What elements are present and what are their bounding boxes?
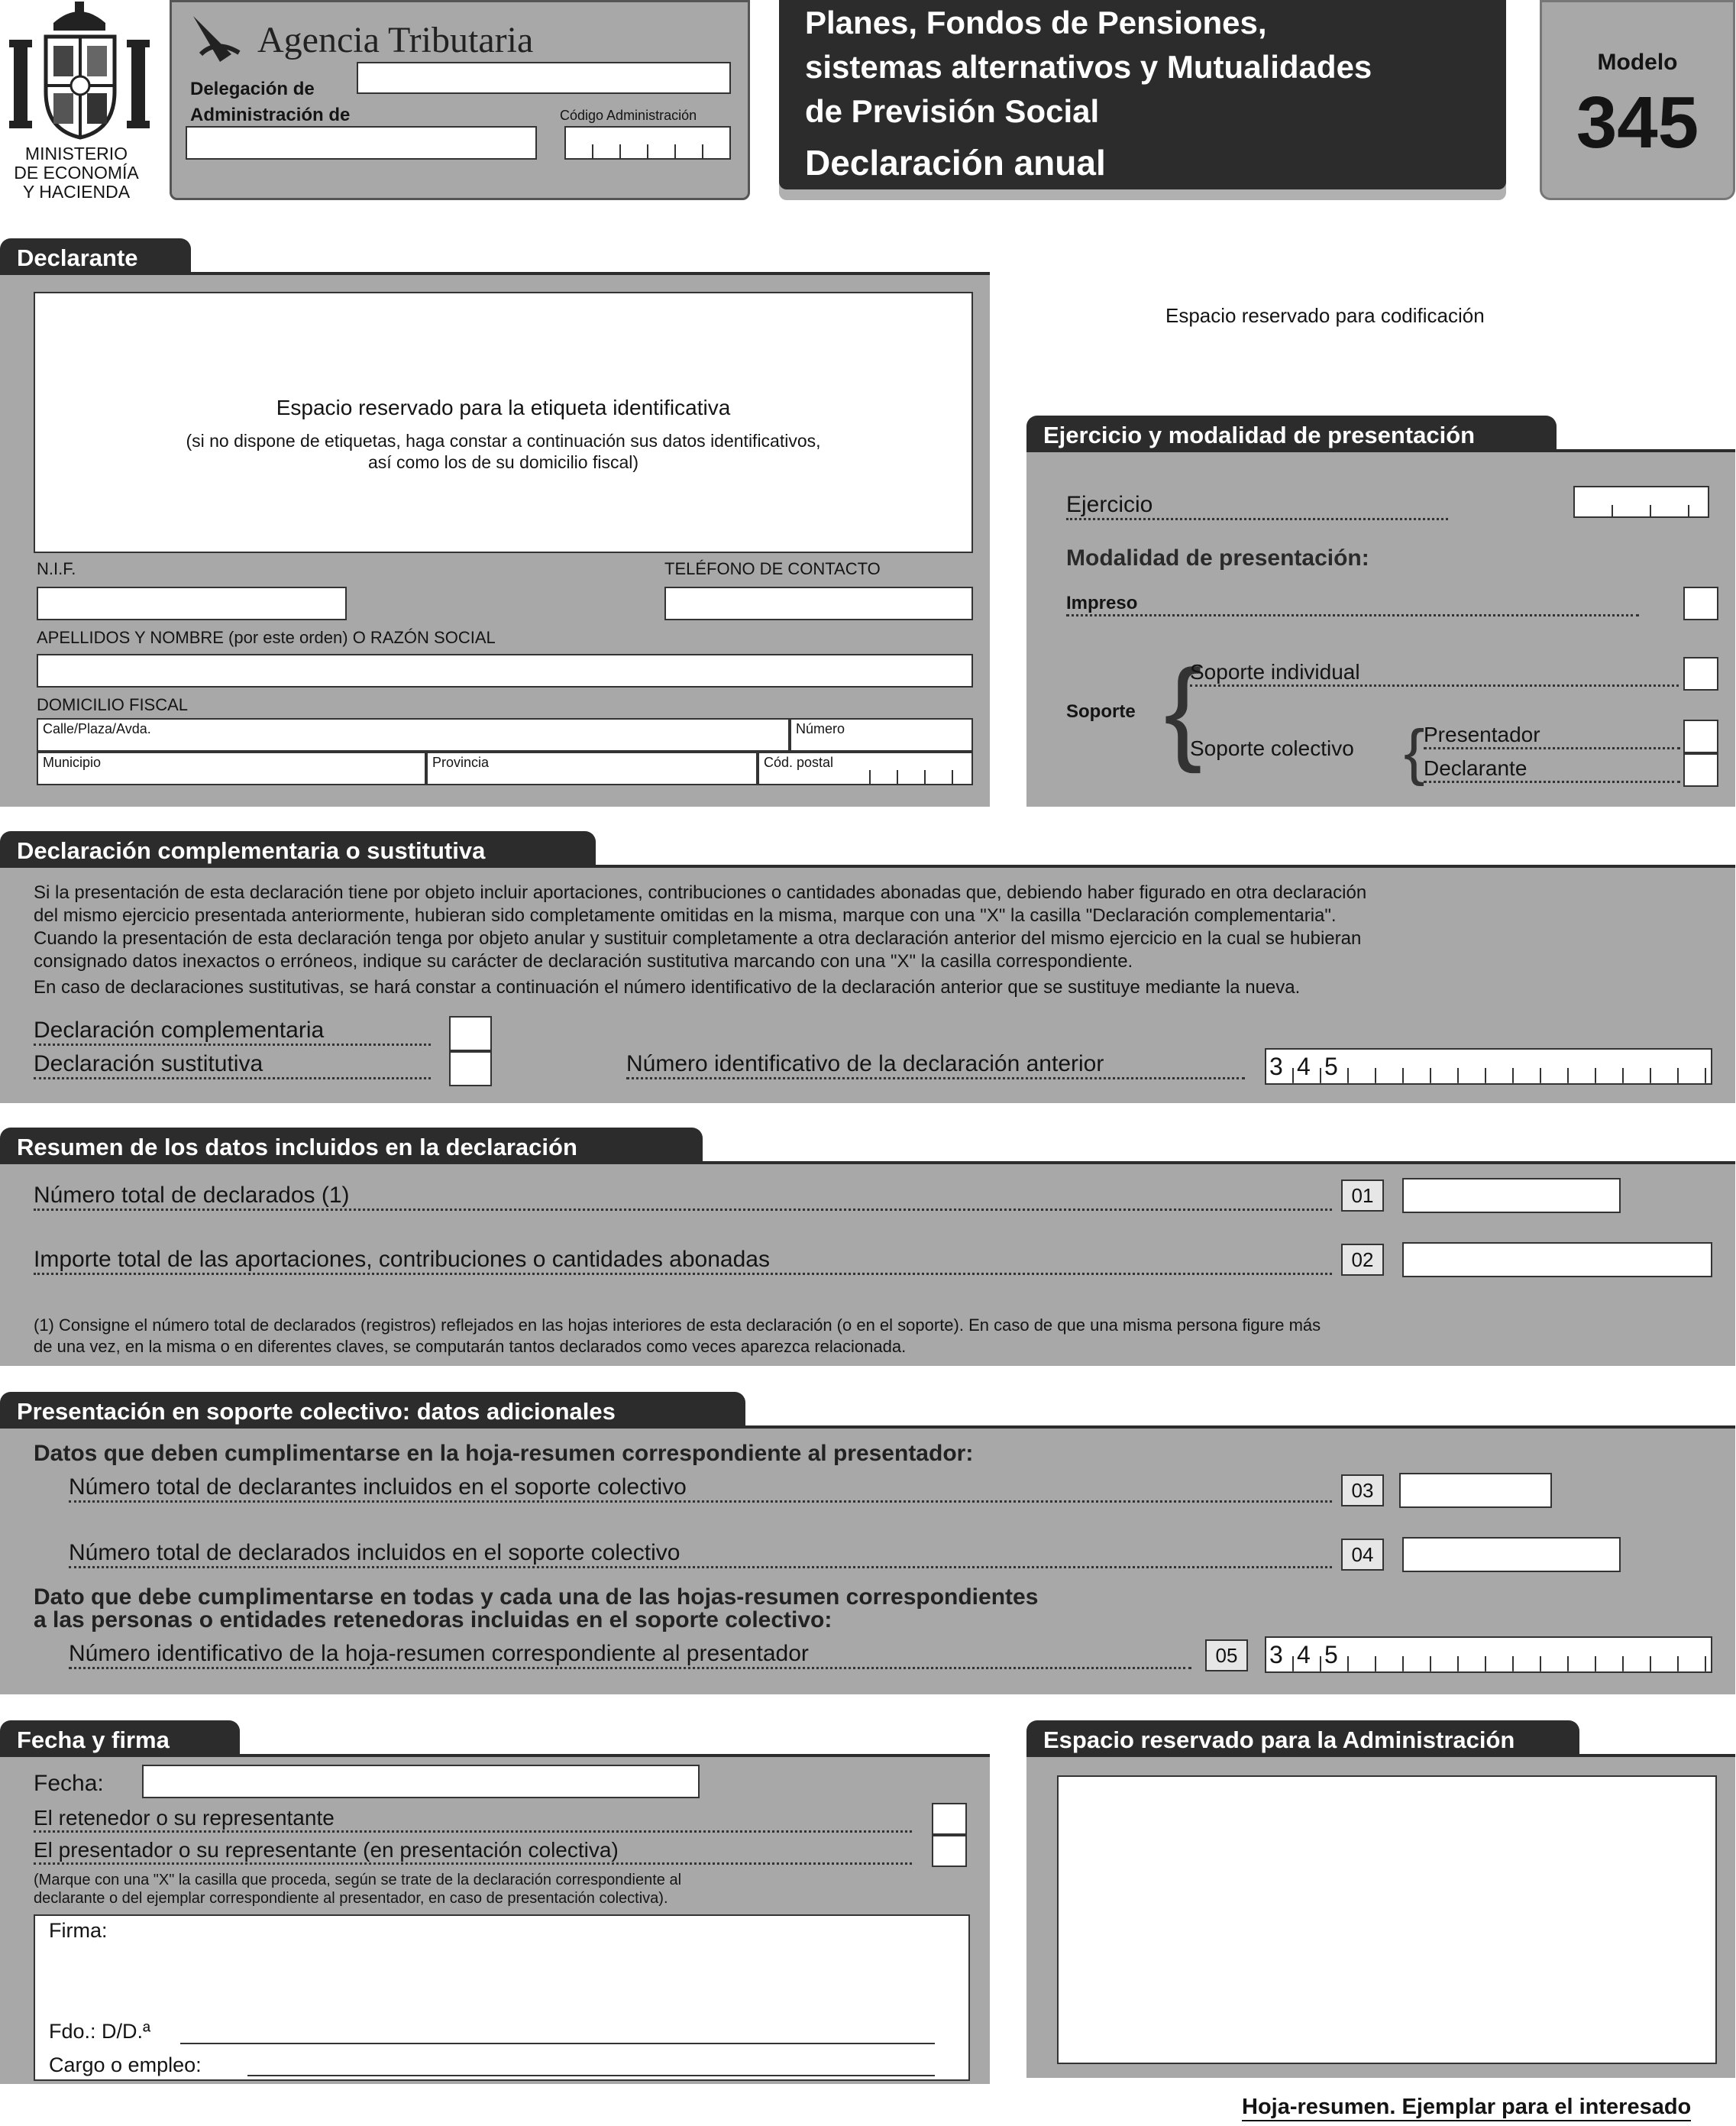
administracion-reserved-area	[1057, 1775, 1717, 2064]
colectivo-heading: Datos que deben cumplimentarse en la hoja-resumen correspondiente al presentador:	[34, 1441, 974, 1466]
tab-colectivo: Presentación en soporte colectivo: datos adicionales	[0, 1392, 745, 1427]
total-declarados-input[interactable]	[1402, 1178, 1621, 1213]
numero-label: Número	[796, 721, 845, 736]
modelo-box	[1540, 0, 1735, 200]
administracion-panel	[1026, 1754, 1735, 2078]
colectivo-heading: a las personas o entidades retenedoras incluidas en el soporte colectivo:	[34, 1607, 832, 1633]
declarante-panel	[0, 272, 990, 807]
complementaria-text: consignado datos inexactos o erróneos, indique su carácter de declaración sustitutiva marcando con una "X" la casilla correspondiente.	[34, 951, 1133, 972]
impreso-label: Impreso	[1066, 593, 1639, 616]
administracion-input[interactable]	[186, 126, 537, 160]
tab-complementaria: Declaración complementaria o sustitutiva	[0, 831, 596, 866]
soporte-label: Soporte	[1066, 701, 1136, 722]
complementaria-text: Si la presentación de esta declaración tiene por objeto incluir aportaciones, contribuciones o cantidades abonadas que, debiendo haber figurado en otra declaración	[34, 882, 1367, 903]
sustitutiva-label: Declaración sustitutiva	[34, 1051, 431, 1079]
firma-note: (Marque con una "X" la casilla que proceda, según se trate de la declaración correspondiente al	[34, 1872, 682, 1888]
importe-total-label: Importe total de las aportaciones, contribuciones o cantidades abonadas	[34, 1247, 1332, 1275]
telefono-input[interactable]	[664, 587, 973, 620]
prefix-digit: 4	[1297, 1641, 1311, 1668]
form-title-line: sistemas alternativos y Mutualidades	[805, 49, 1372, 85]
ministry-name-line: MINISTERIO	[24, 144, 128, 163]
resumen-panel	[0, 1161, 1735, 1366]
agency-header-box	[170, 0, 750, 200]
firma-label: Firma:	[49, 1919, 108, 1942]
telefono-label: TELÉFONO DE CONTACTO	[664, 559, 881, 578]
code-04: 04	[1341, 1539, 1384, 1571]
total-declarantes-label: Número total de declarantes incluidos en el soporte colectivo	[69, 1474, 1332, 1503]
soporte-colectivo-brace: {	[1404, 717, 1425, 787]
complementaria-checkbox[interactable]	[449, 1016, 492, 1051]
impreso-checkbox[interactable]	[1683, 587, 1718, 620]
apellidos-input[interactable]	[37, 654, 973, 688]
declarante-label: Declarante	[1424, 756, 1680, 783]
agency-name: Agencia Tributaria	[257, 20, 534, 60]
domicilio-label: DOMICILIO FISCAL	[37, 695, 189, 714]
calle-label: Calle/Plaza/Avda.	[43, 721, 151, 736]
ejercicio-panel	[1026, 449, 1735, 807]
cargo-line	[247, 2075, 935, 2076]
tab-ejercicio: Ejercicio y modalidad de presentación	[1026, 416, 1557, 451]
form-subtitle: Declaración anual	[805, 143, 1106, 183]
municipio-label: Municipio	[43, 755, 102, 770]
tab-declarante: Declarante	[0, 238, 191, 273]
numero-hoja-input[interactable]	[1265, 1636, 1712, 1673]
code-01: 01	[1341, 1179, 1384, 1212]
prefix-digit: 5	[1324, 1641, 1338, 1668]
presentador-firma-label: El presentador o su representante (en presentación colectiva)	[34, 1838, 912, 1865]
firma-note: declarante o del ejemplar correspondiente al presentador, en caso de presentación colectiva).	[34, 1890, 668, 1907]
total-declarados-colectivo-label: Número total de declarados incluidos en el soporte colectivo	[69, 1540, 1332, 1568]
complementaria-text: del mismo ejercicio presentada anteriormente, hubieran sido completamente omitidas en la misma, marque con una "X" la casilla "Declaración complementaria".	[34, 905, 1337, 926]
firma-panel	[0, 1754, 990, 2084]
cargo-label: Cargo o empleo:	[49, 2053, 202, 2076]
declarante-checkbox[interactable]	[1683, 753, 1718, 787]
fecha-input[interactable]	[142, 1765, 700, 1798]
title-box	[779, 0, 1506, 200]
numero-anterior-label: Número identificativo de la declaración anterior	[626, 1051, 1245, 1079]
agency-logo-icon	[186, 8, 247, 70]
complementaria-text: Cuando la presentación de esta declaración tenga por objeto anular y sustituir completamente a otra declaración anterior del mismo ejercicio en la cual se hubieran	[34, 928, 1362, 949]
fecha-label: Fecha:	[34, 1771, 104, 1796]
colectivo-heading: Dato que debe cumplimentarse en todas y cada una de las hojas-resumen correspondientes	[34, 1584, 1039, 1610]
form-title-line: Planes, Fondos de Pensiones,	[805, 5, 1267, 40]
administracion-label: Administración de	[190, 105, 351, 125]
complementaria-label: Declaración complementaria	[34, 1018, 431, 1046]
codigo-postal-label: Cód. postal	[764, 755, 834, 770]
soporte-colectivo-label: Soporte colectivo	[1190, 736, 1354, 760]
code-05: 05	[1205, 1639, 1248, 1671]
resumen-note: de una vez, en la misma o en diferentes claves, se computarán tantos declarados como veces aparezca relacionada.	[34, 1337, 907, 1356]
soporte-brace: {	[1164, 646, 1203, 774]
modelo-label: Modelo	[1597, 50, 1678, 75]
label-reserved-note: así como los de su domicilio fiscal)	[367, 452, 639, 472]
numero-hoja-label: Número identificativo de la hoja-resumen correspondiente al presentador	[69, 1641, 1191, 1669]
nif-input[interactable]	[37, 587, 347, 620]
code-02: 02	[1341, 1244, 1384, 1276]
prefix-digit: 3	[1269, 1053, 1283, 1080]
signature-area[interactable]	[34, 1914, 970, 2081]
footer-copy-label: Hoja-resumen. Ejemplar para el interesado	[1242, 2095, 1691, 2121]
soporte-individual-checkbox[interactable]	[1683, 657, 1718, 691]
label-reserved-area	[34, 292, 973, 553]
presentador-checkbox[interactable]	[1683, 720, 1718, 753]
ministry-name-line: DE ECONOMÍA	[14, 163, 139, 183]
retenedor-label: El retenedor o su representante	[34, 1806, 912, 1833]
delegacion-input[interactable]	[357, 62, 731, 94]
ministry-name-line: Y HACIENDA	[22, 182, 131, 202]
codigo-postal-input[interactable]	[758, 752, 973, 785]
nif-label: N.I.F.	[37, 559, 76, 578]
presentador-firma-checkbox[interactable]	[932, 1835, 967, 1867]
provincia-label: Provincia	[432, 755, 490, 770]
code-03: 03	[1341, 1474, 1384, 1506]
codigo-administracion-label: Código Administración	[560, 108, 697, 123]
soporte-individual-label: Soporte individual	[1190, 660, 1679, 687]
coat-of-arms-icon	[0, 0, 168, 145]
calle-input[interactable]	[37, 718, 790, 752]
codigo-administracion-input[interactable]	[564, 126, 731, 160]
label-reserved-title: Espacio reservado para la etiqueta identificativa	[276, 396, 731, 419]
resumen-note: (1) Consigne el número total de declarados (registros) reflejados en las hojas interiores de esta declaración (o en el soporte). En caso de que una misma persona figure más	[34, 1315, 1321, 1335]
modelo-number: 345	[1576, 82, 1699, 163]
prefix-digit: 3	[1269, 1641, 1283, 1668]
provincia-input[interactable]	[426, 752, 758, 785]
codificacion-label: Espacio reservado para codificación	[1165, 304, 1485, 327]
sustitutiva-checkbox[interactable]	[449, 1051, 492, 1086]
ejercicio-input[interactable]	[1573, 486, 1709, 518]
form-title-line: de Previsión Social	[805, 93, 1100, 129]
modalidad-label: Modalidad de presentación:	[1066, 545, 1369, 571]
complementaria-panel	[0, 865, 1735, 1103]
tab-firma: Fecha y firma	[0, 1720, 240, 1755]
apellidos-label: APELLIDOS Y NOMBRE (por este orden) O RAZÓN SOCIAL	[37, 628, 496, 647]
complementaria-text: En caso de declaraciones sustitutivas, se hará constar a continuación el número identificativo de la declaración anterior que se sustituye mediante la nueva.	[34, 977, 1301, 998]
fdo-line	[180, 2043, 935, 2044]
numero-input[interactable]	[790, 718, 973, 752]
presentador-label: Presentador	[1424, 723, 1680, 749]
municipio-input[interactable]	[37, 752, 426, 785]
ministry-logo	[0, 0, 168, 206]
total-declarantes-input[interactable]	[1399, 1473, 1552, 1508]
numero-anterior-input[interactable]	[1265, 1048, 1712, 1085]
importe-total-input[interactable]	[1402, 1242, 1712, 1277]
retenedor-checkbox[interactable]	[932, 1803, 967, 1835]
fdo-label: Fdo.: D/D.ª	[49, 2020, 151, 2043]
delegacion-label: Delegación de	[190, 79, 315, 99]
tab-resumen: Resumen de los datos incluidos en la declaración	[0, 1128, 703, 1163]
tab-administracion: Espacio reservado para la Administración	[1026, 1720, 1579, 1755]
total-declarados-colectivo-input[interactable]	[1402, 1537, 1621, 1572]
label-reserved-note: (si no dispone de etiquetas, haga constar a continuación sus datos identificativos,	[186, 431, 821, 451]
ejercicio-label: Ejercicio	[1066, 492, 1448, 520]
prefix-digit: 4	[1297, 1053, 1311, 1080]
prefix-digit: 5	[1324, 1053, 1338, 1080]
total-declarados-label: Número total de declarados (1)	[34, 1183, 1332, 1211]
colectivo-panel	[0, 1425, 1735, 1694]
